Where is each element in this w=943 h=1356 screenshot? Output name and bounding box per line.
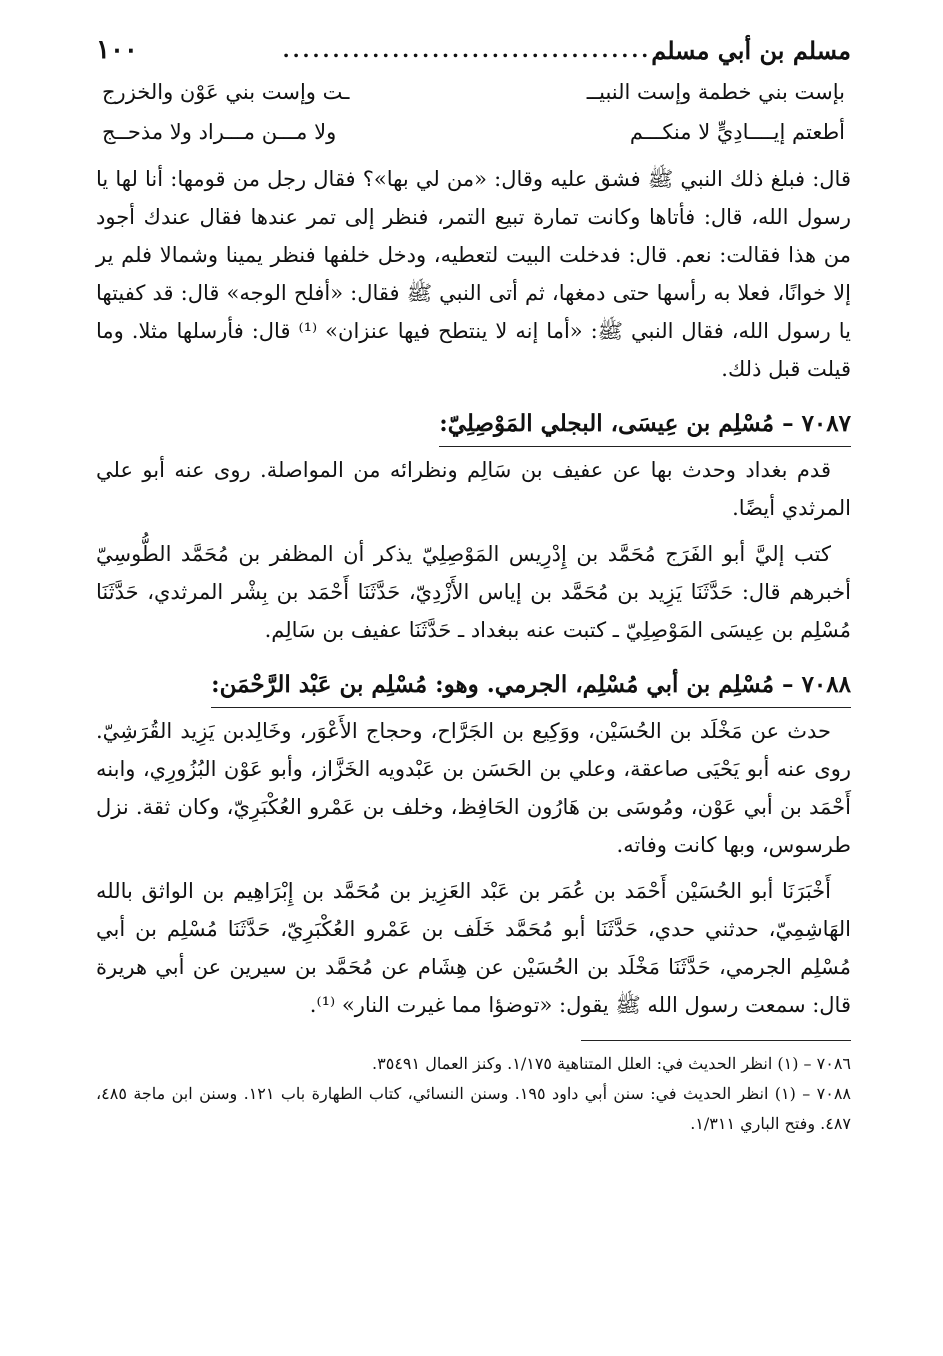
footnote: ٧٠٨٨ – (١) انظر الحديث في: سنن أبي داود ١٩٥. وسنن النسائي، كتاب الطهارة باب ١٢١. وسنن ابن ماجة ٤٨٥، ٤٨٧. وفتح الباري ١/٣١١. [96,1084,852,1133]
poem-verses [96,72,851,152]
verse-second-hemistich: ـت وإست بني عَوْن والخزرج [102,80,350,104]
entry-7088-paragraph: حدث عن مَخْلَد بن الحُسَيْن، ووَكِيع بن الجَرَّاح، وحجاج الأَعْوَر، وخَالِدبن يَزِيد القُرَشِيّ. روى عنه أبو يَحْيَى صاعقة، وعلي بن الحَسَن بن عَبْدويه الخَزَّاز، وأبو عَوْن البُزُورِي، وابنه أَحْمَد بن أبي عَوْن، ومُوسَى بن هَارُون الحَافِظ، وخلف بن عَمْرو العُكْبَرِيّ، وكان ثقة. نزل طرسوس، وبها كانت وفاته. [96,719,851,857]
verse-line [96,112,851,152]
header-dots: ..................................... [282,38,652,62]
entry-7088-paragraph: أَخْبَرَنَا أبو الحُسَيْن أَحْمَد بن عُمَر بن عَبْد العَزِيز بن مُحَمَّد بن إِبْرَاهِيم بن الواثق بالله الهَاشِمِيّ، حدثني حدي، حَدَّثَنَا أبو مُحَمَّد خَلَف بن عَمْرو العُكْبَرِيّ، حَدَّثَنَا مُسْلِم بن أبي مُسْلِم الجرمي، حَدَّثَنَا مَخْلَد بن الحُسَيْن عن هِشَام عن مُحَمَّد بن سيرين عن أبي هريرة قال: سمعت رسول الله ﷺ يقول: «توضؤا مما غيرت النار» ⁽¹⁾. [96,879,851,1017]
footnote-separator [581,1040,851,1041]
entry-heading-7087: ٧٠٨٧ – مُسْلِم بن عِيسَى، البجلي المَوْصِلِيّ: [439,404,851,447]
entry-7087-paragraph: كتب إليَّ أبو الفَرَج مُحَمَّد بن إِدْرِيس المَوْصِلِيّ يذكر أن المظفر بن مُحَمَّد الطُّوسِيّ أخبرهم قال: حَدَّثَنَا يَزِيد بن مُحَمَّد بن إياس الأَزْدِيّ، حَدَّثَنَا أَحْمَد بن بِشْر المرثدي، حَدَّثَنَا مُسْلِم بن عِيسَى المَوْصِلِيّ ـ كتبت عنه ببغداد ـ حَدَّثَنَا عفيف بن سَالِم. [96,542,851,642]
running-title-text: مسلم بن أبي مسلم [651,35,851,65]
verse-first-hemistich: أطعتم إيــــادِيٍّ لا منكـــم [629,120,845,144]
page-header [96,28,851,72]
entry-7087-paragraph: قدم بغداد وحدث بها عن عفيف بن سَالِم ونظرائه من المواصلة. روى عنه أبو علي المرثدي أيضًا. [96,458,851,520]
entry-heading-7088: ٧٠٨٨ – مُسْلِم بن أبي مُسْلِم، الجرمي. وهو: مُسْلِم بن عَبْد الرَّحْمَن: [211,665,851,708]
verse-line [96,72,851,112]
footnote: ٧٠٨٦ – (١) انظر الحديث في: العلل المتناهية ١/١٧٥. وكنز العمال ٣٥٤٩١. [372,1054,851,1073]
page-number: ١٠٠ [96,35,138,65]
running-title [273,36,851,65]
verse-second-hemistich: ولا مـــن مـــراد ولا مذحــج [102,120,337,144]
verse-first-hemistich: بإست بني خطمة وإست النبيــ [586,80,845,104]
intro-paragraph: قال: فبلغ ذلك النبي ﷺ فشق عليه وقال: «من لي بها»؟ فقال رجل من قومها: أنا لها يا رسول الله، قال: فأتاها وكانت تمارة تبيع التمر، فنظر إلى تمر عندها فقال عندك أجود من هذا فقالت: نعم. قال: فدخلت البيت لتعطيه، ودخل خلفها فنظر يمينا وشمالا فلم ير إلا خوانًا، فعلا به رأسها حتى دمغها، ثم أتى النبي ﷺ فقال: «أفلح الوجه» قال: قد كفيتها يا رسول الله، فقال النبي ﷺ: «أما إنه لا ينتطح فيها عنزان» ⁽¹⁾ قال: فأرسلها مثلا. وما قيلت قبل ذلك. [96,167,851,381]
